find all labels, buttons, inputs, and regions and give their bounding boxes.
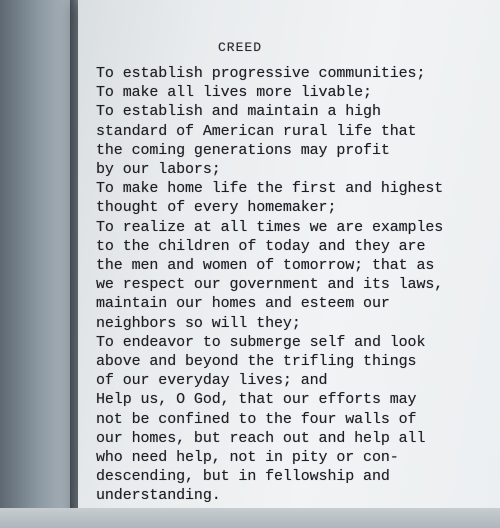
text-line: To realize at all times we are examples	[96, 218, 444, 236]
text-line: To make home life the first and highest	[96, 180, 444, 198]
text-line: standard of American rural life that	[96, 122, 417, 140]
text-line: our homes, but reach out and help all	[96, 429, 426, 447]
text-line: understanding.	[96, 487, 221, 505]
text-line: the coming generations may profit	[96, 141, 390, 159]
text-line: we respect our government and its laws,	[96, 276, 444, 294]
text-line: neighbors so will they;	[96, 314, 301, 332]
creed-text	[96, 64, 496, 506]
text-line: Help us, O God, that our efforts may	[96, 391, 417, 409]
page-bottom-edge	[0, 508, 500, 528]
text-line: To endeavor to submerge self and look	[96, 333, 426, 351]
text-line: by our labors;	[96, 161, 221, 179]
text-line: of our everyday lives; and	[96, 372, 328, 390]
text-line: who need help, not in pity or con-	[96, 449, 399, 467]
text-line: To establish and maintain a high	[96, 103, 381, 121]
text-line: To establish progressive communities;	[96, 65, 426, 82]
text-line: to the children of today and they are	[96, 237, 426, 255]
document-title: CREED	[218, 40, 263, 55]
text-line: maintain our homes and esteem our	[96, 295, 390, 313]
text-line: not be confined to the four walls of	[96, 410, 417, 428]
text-line: To make all lives more livable;	[96, 84, 372, 102]
text-line: descending, but in fellowship and	[96, 468, 390, 486]
text-line: the men and women of tomorrow; that as	[96, 257, 435, 275]
text-line: above and beyond the trifling things	[96, 353, 417, 371]
text-line: thought of every homemaker;	[96, 199, 337, 217]
